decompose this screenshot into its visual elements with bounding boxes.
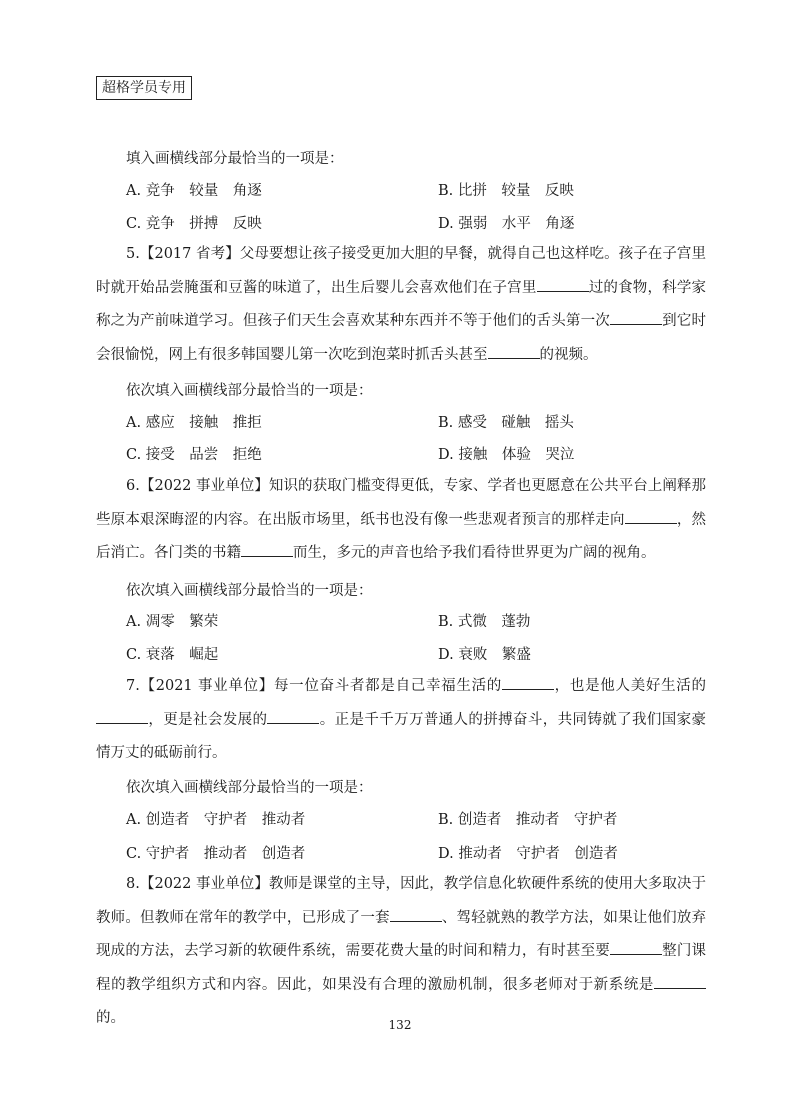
q6-option-c: C. 衰落 崛起 [126, 647, 219, 663]
q5-stem: 5.【2017 省考】父母要想让孩子接受更加大胆的早餐，就得自己也这样吃。孩子在子宫里时就开始品尝腌蛋和豆酱的味道了，出生后婴儿会喜欢他们在子宫里 过的食物，科学家称之为产前味道学习。但孩子们天生会喜欢某种东西并不等于他们的舌头第一次 到它时会很愉悦，网上有很多韩国婴儿第一次吃到泡菜时抓舌头甚至 的视频。 [96, 246, 707, 363]
q7-option-b: B. 创造者 推动者 守护者 [438, 812, 618, 828]
q6-option-b: B. 式微 蓬勃 [438, 614, 531, 630]
q7-option-c: C. 守护者 推动者 创造者 [126, 846, 306, 862]
blank [488, 344, 540, 359]
q8-stem: 8.【2022 事业单位】教师是课堂的主导，因此，教学信息化软硬件系统的使用大多取决于教师。但教师在常年的教学中，已形成了一套 、驾轻就熟的教学方法，如果让他们放弃现成的方法，去学习新的软硬件系统，需要花费大量的时间和精力，有时甚至要 整门课程的教学组织方式和内容。因此，如果没有合理的激励机制，很多老师对于新系统是的。 [96, 876, 707, 1026]
q5-option-c: C. 接受 品尝 拒绝 [126, 447, 262, 463]
q6-option-a: A. 凋零 繁荣 [126, 614, 219, 630]
blank [267, 709, 319, 724]
q5-option-d: D. 接触 体验 哭泣 [438, 447, 575, 463]
q7-prompt: 依次填入画横线部分最恰当的一项是： [126, 780, 373, 796]
q5-option-a: A. 感应 接触 推拒 [126, 415, 262, 431]
q4-option-c: C. 竞争 拼搏 反映 [126, 216, 262, 232]
blank [241, 542, 293, 557]
blank [96, 709, 148, 724]
page-number: 132 [388, 1018, 412, 1032]
q7-option-d: D. 推动者 守护者 创造者 [438, 846, 618, 862]
q4-option-d: D. 强弱 水平 角逐 [438, 216, 575, 232]
blank [625, 509, 677, 524]
blank [610, 310, 662, 325]
q7-option-a: A. 创造者 守护者 推动者 [126, 812, 306, 828]
q4-option-b: B. 比拼 较量 反映 [438, 183, 574, 199]
q6-option-d: D. 衰败 繁盛 [438, 647, 531, 663]
blank [610, 940, 662, 955]
blank [654, 974, 706, 989]
blank [537, 277, 589, 292]
q7-stem: 7.【2021 事业单位】每一位奋斗者都是自己幸福生活的 ，也是他人美好生活的，更是社会发展的 。正是千千万万普通人的拼搏奋斗，共同铸就了我们国家豪情万丈的砥砺前行。 [96, 670, 706, 771]
blank [502, 675, 554, 690]
q4-option-a: A. 竞争 较量 角逐 [126, 183, 262, 199]
blank [390, 907, 442, 922]
exclusive-tag: 超格学员专用 [96, 76, 192, 100]
q5-prompt: 依次填入画横线部分最恰当的一项是： [126, 383, 373, 399]
q5-option-b: B. 感受 碰触 摇头 [438, 415, 574, 431]
q6-prompt: 依次填入画横线部分最恰当的一项是： [126, 583, 373, 599]
q4-prompt: 填入画横线部分最恰当的一项是： [126, 151, 344, 167]
q6-stem: 6.【2022 事业单位】知识的获取门槛变得更低，专家、学者也更愿意在公共平台上阐释那些原本艰深晦涩的内容。在出版市场里，纸书也没有像一些悲观者预言的那样走向 ，然后消亡。各门类的书籍 而生，多元的声音也给予我们看待世界更为广阔的视角。 [96, 478, 707, 561]
